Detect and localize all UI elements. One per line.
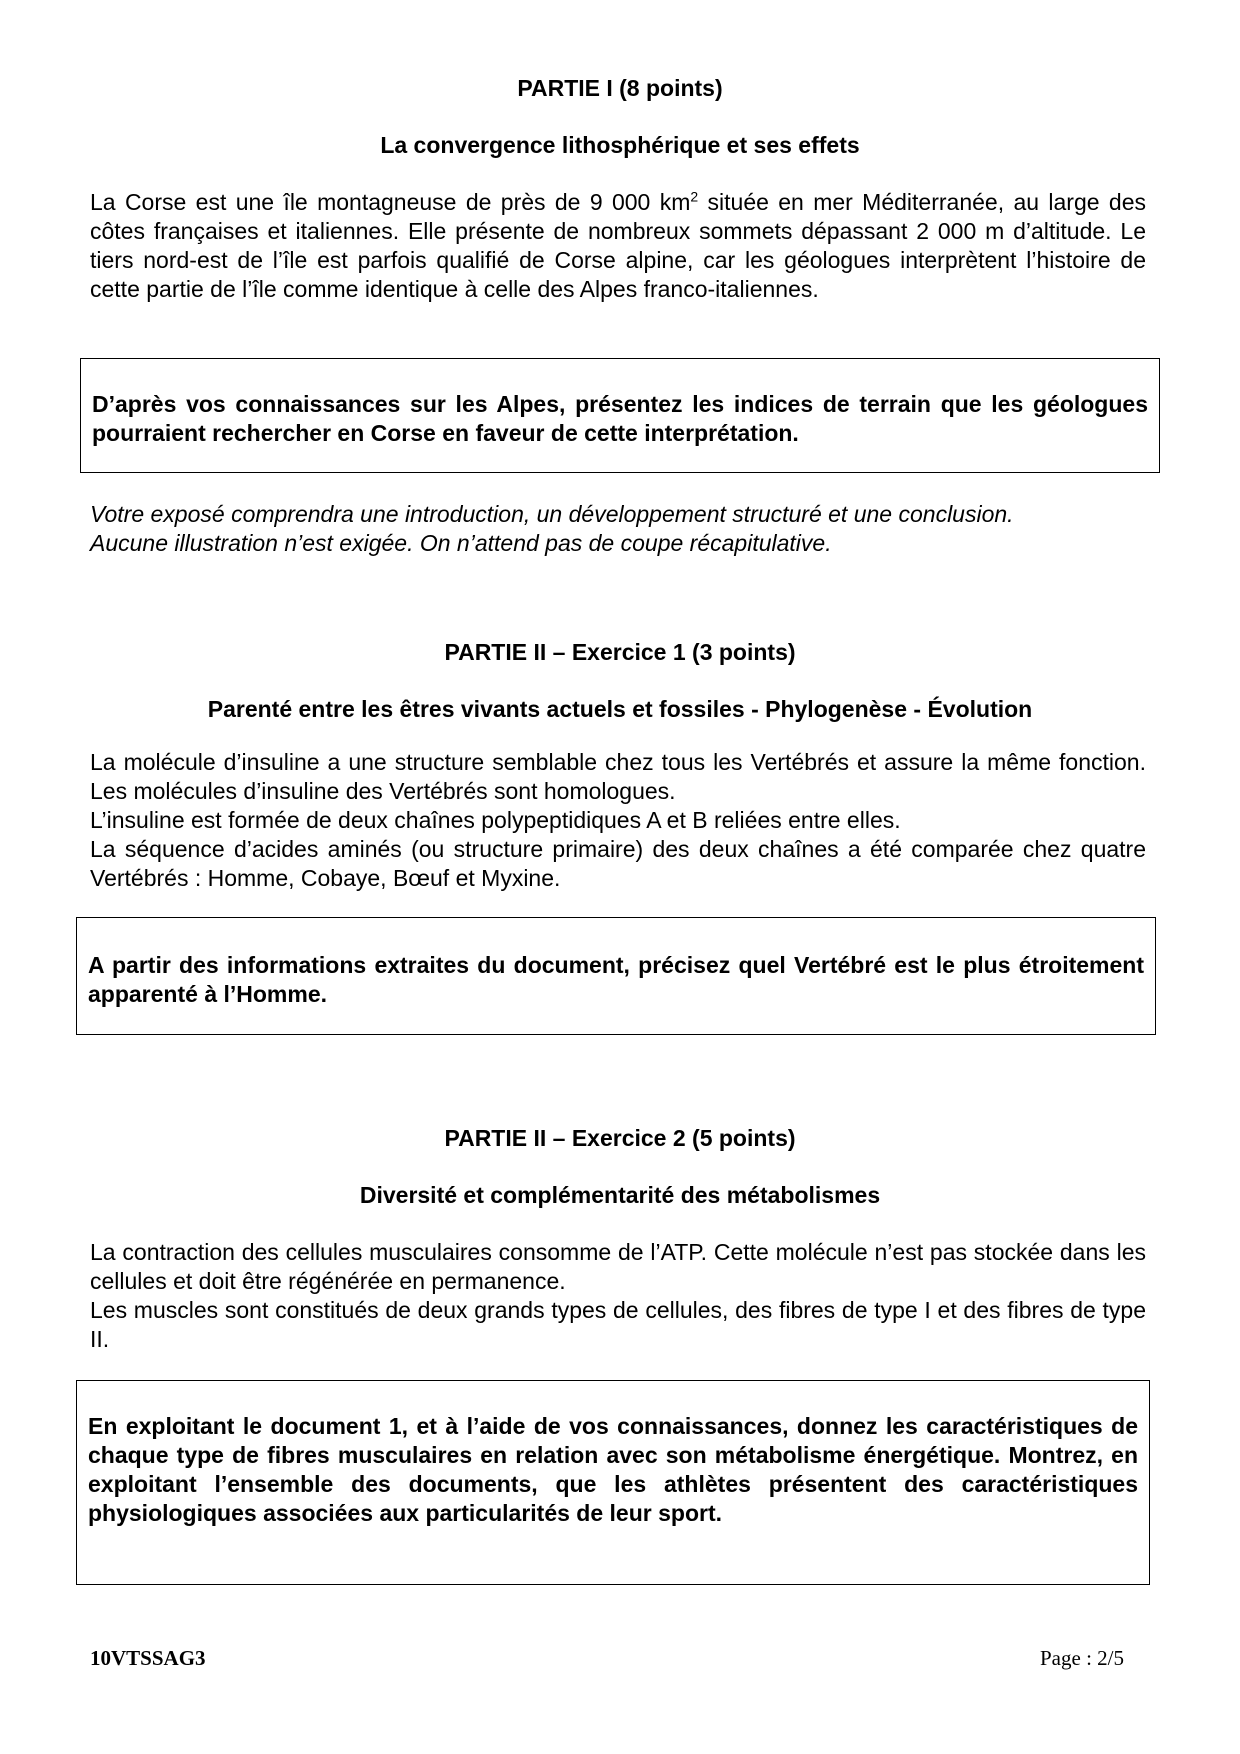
partie1-intro-text: La Corse est une île montagneuse de près de 9 000 km [90,189,691,215]
exercice1-title: PARTIE II – Exercice 1 (3 points) [444,639,796,665]
exercice2-body [90,1238,1146,1354]
exercice1-paragraph: La séquence d’acides aminés (ou structure primaire) des deux chaînes a été comparée chez quatre Vertébrés : Homme, Cobaye, Bœuf et Myxine. [90,836,1146,891]
exercice2-title: PARTIE II – Exercice 2 (5 points) [444,1125,796,1151]
partie1-subtitle: La convergence lithosphérique et ses effets [380,132,860,158]
partie1-question: D’après vos connaissances sur les Alpes, présentez les indices de terrain que les géologues pourraient rechercher en Corse en faveur de cette interprétation. [92,391,1148,446]
document-code: 10VTSSAG3 [90,1646,206,1670]
exercice2-paragraph: Les muscles sont constitués de deux grands types de cellules, des fibres de type I et des fibres de type II. [90,1297,1146,1352]
partie1-intro-sup: 2 [690,188,699,205]
partie1-instruction-line1: Votre exposé comprendra une introduction, un développement structuré et une conclusion. [90,501,1014,527]
exercice2-subtitle: Diversité et complémentarité des métabolismes [359,1182,881,1208]
partie1-instruction-line2: Aucune illustration n’est exigée. On n’attend pas de coupe récapitulative. [90,530,832,556]
exercice1-body [90,748,1146,893]
partie1-intro [90,188,1146,304]
partie1-title: PARTIE I (8 points) [517,75,723,101]
partie1-instructions [90,500,1146,558]
exercice1-paragraph: L’insuline est formée de deux chaînes polypeptidiques A et B reliées entre elles. [90,807,901,833]
exercice2-question-box [76,1380,1150,1585]
exercice1-subtitle: Parenté entre les êtres vivants actuels et fossiles - Phylogenèse - Évolution [207,696,1033,722]
exercice2-question: En exploitant le document 1, et à l’aide de vos connaissances, donnez les caractéristiques de chaque type de fibres musculaires en relation avec son métabolisme énergétique. Montrez, en exploitant l’ensemble des documents, que les athlètes présentent des caractéristiques physiologiques associées aux particularités de leur sport. [88,1413,1138,1526]
exercice2-paragraph: La contraction des cellules musculaires consomme de l’ATP. Cette molécule n’est pas stockée dans les cellules et doit être régénérée en permanence. [90,1239,1146,1294]
page-number: Page : 2/5 [1040,1646,1124,1670]
exercice1-question-box [76,917,1156,1035]
exercice1-paragraph: La molécule d’insuline a une structure semblable chez tous les Vertébrés et assure la même fonction. Les molécules d’insuline des Vertébrés sont homologues. [90,749,1146,804]
partie1-question-box [80,358,1160,473]
partie1-intro-text-cont: située en mer Méditerranée, au large des côtes françaises et italiennes. Elle présente de nombreux sommets dépassant 2 000 m d’altitude. Le tiers nord-est de l’île est parfois qualifié de Corse alpine, car les géologues interprètent l’histoire de cette partie de l’île comme identique à celle des Alpes franco-italiennes. [90,189,1146,302]
exercice1-question: A partir des informations extraites du document, précisez quel Vertébré est le plus étroitement apparenté à l’Homme. [88,952,1144,1007]
